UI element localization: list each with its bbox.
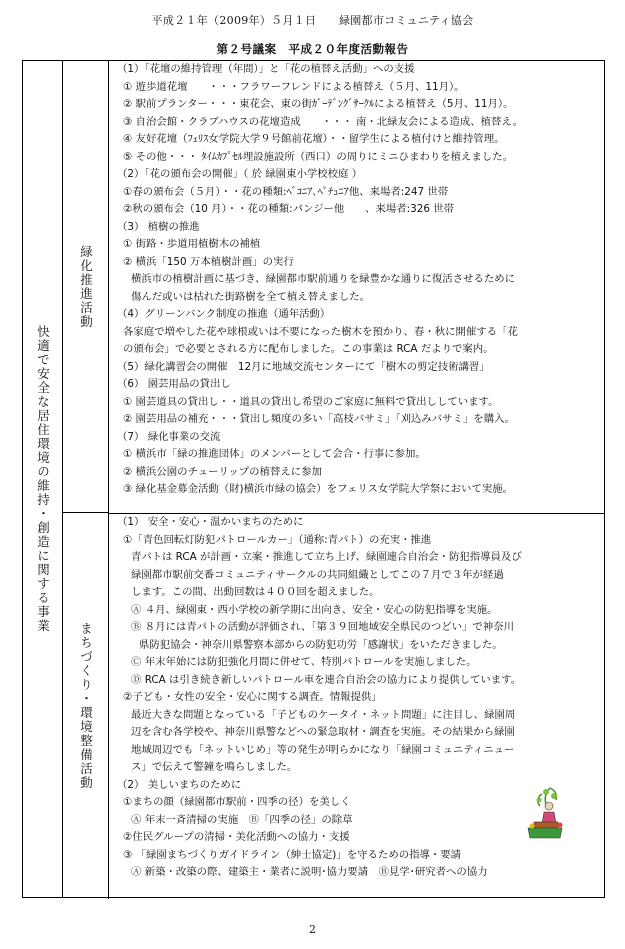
report-line: 横浜市の植樹計画に基づき、緑園都市駅前通りを緑豊かな通りに復活させるために	[131, 273, 516, 285]
report-line: 各家庭で増やした花や球根或いは不要になった樹木を預かり、春・秋に開催する「花	[123, 325, 518, 338]
report-line: ②子ども・女性の安全・安心に関する調査。情報提供」	[123, 691, 382, 703]
report-line: ② 駅前プランター・・・東花会、東の街ｶﾞｰﾃﾞﾝｸﾞｻｰｸﾙによる植替え（5月、11月）。	[123, 98, 514, 110]
report-line: ② 横浜公園のチューリップの植替えに参加	[123, 465, 322, 478]
report-line: Ⓒ 年末年始には防犯強化月間に併せて、特別パトロールを実施しました。	[131, 656, 477, 668]
report-line: ⑤ その他・・・ ﾀｲﾑｶﾌﾟｾﾙ埋設施設所（西口）の周りにミニひまわりを植えました。	[123, 150, 513, 163]
report-content	[109, 61, 604, 897]
report-line: （2）「花の頒布会の開催」（ 於 緑園東小学校校庭 ）	[117, 168, 363, 180]
greening-section	[109, 61, 604, 499]
report-line: 最近大きな問題となっている「子どものケータイ・ネット問題」に注目し、緑園周	[131, 708, 516, 721]
report-line: します。この間、出動回数は４００回を超えました。	[131, 586, 380, 598]
report-line: 地域周辺でも「ネットいじめ」等の発生が明らかになり「緑園コミュニティニュー	[131, 743, 515, 756]
report-line: Ⓐ ４月、緑園東・西小学校の新学期に出向き、安全・安心の防犯指導を実施。	[131, 603, 498, 616]
report-line: （1）「花壇の維持管理（年間）」と「花の植替え活動」への支援	[117, 63, 415, 75]
report-line: ②秋の頒布会（10 月）・・花の種類:パンジー他 、来場者:326 世帯	[123, 203, 455, 215]
report-line: （3） 植樹の推進	[117, 220, 200, 233]
subcategory-heading-greening: 緑化推進活動	[78, 244, 94, 329]
category-column	[23, 61, 63, 897]
report-line: ①春の頒布会（５月）・・花の種類:ﾍﾞｺﾆｱ､ﾍﾟﾁｭﾆｱ他、来場者:247 世帯	[123, 185, 449, 198]
report-line: ① 遊歩道花壇 ・・・フラワーフレンドによる植替え（５月、11月）。	[123, 80, 465, 93]
report-table	[22, 60, 605, 898]
report-line: ① 横浜市「緑の推進団体」のメンバーとして会合・行事に参加。	[123, 448, 426, 460]
page-number: 2	[309, 923, 316, 936]
report-line: ② 園芸用品の補充・・・貸出し頻度の多い「高枝バサミ」「刈込みバサミ」を購入。	[123, 413, 515, 425]
report-line: 緑園都市駅前交番コミュニティサークルの共同組織としてこの７月で３年が経過	[131, 568, 504, 581]
report-line: ③ 自治会館・クラブハウスの花壇造成 ・・・ 南・北緑友会による造成、植替え。	[123, 115, 523, 128]
report-line: （7） 緑化事業の交流	[117, 430, 221, 443]
page-header: 平成２１年（2009年）５月１日 緑園都市コミュニティ協会	[151, 14, 474, 27]
report-line: ① 園芸道具の貸出し・・道具の貸出し希望のご家庭に無料で貸出ししています。	[123, 395, 499, 408]
report-line: （4）グリーンバンク制度の推進（通年活動）	[117, 308, 331, 320]
report-line: 県防犯協会・神奈川県警察本部からの防犯功労「感謝状」をいただきました。	[139, 638, 503, 651]
report-line: ①まちの顔（緑園都市駅前・四季の径）を美しく	[123, 796, 351, 808]
report-line: （6） 園芸用品の貸出し	[117, 378, 231, 390]
report-line: Ⓐ 新築・改築の際、建築主・業者に説明･協力要請 Ⓑ見学･研究者への協力	[131, 866, 488, 878]
subcategory-cell-greening	[63, 61, 109, 513]
report-line: ④ 友好花壇（ﾌｪﾘｽ女学院大学９号館前花壇）・・留学生による植付けと維持管理。	[123, 133, 505, 145]
gardener-illustration	[520, 784, 568, 840]
report-line: ② 横浜「150 万本植樹計画」の実行	[123, 255, 294, 268]
subcategory-heading-town: まちづくり・環境整備活動	[78, 622, 94, 790]
report-line: ① 街路・歩道用植樹木の補植	[123, 238, 261, 250]
report-line: の頒布会」で必要とされる方に配布しました。この事業は RCA だよりで案内。	[123, 343, 494, 355]
page-title: 第２号議案 平成２０年度活動報告	[216, 42, 409, 56]
report-line: ①「青色回転灯防犯パトロールカー」（通称:青パト）の充実・推進	[123, 533, 432, 546]
report-line: ス」で伝えて警鐘を鳴らしました。	[131, 761, 298, 773]
report-line: 傷んだ或いは枯れた街路樹を全て植え替えました。	[131, 290, 370, 303]
report-line: （1） 安全・安心・温かいまちのために	[117, 516, 304, 528]
report-line: （2） 美しいまちのために	[117, 778, 242, 791]
report-line: 辺を含む各学校や、神奈川県警などへの緊急取材・調査を実施。その結果から緑園	[131, 726, 515, 738]
report-line: Ⓓ RCA は引き続き新しいパトロール車を連合自治会の協力により提供しています。	[131, 673, 522, 686]
report-line: ③ 緑化基金募金活動（財)横浜市緑の協会）をフェリス女学院大学祭において実施。	[123, 483, 514, 495]
subcategory-cell-town	[63, 513, 109, 899]
report-line: ③ 「緑園まちづくりガイドライン（紳士協定)」を守るための指導・要請	[123, 848, 462, 861]
report-line: Ⓐ 年末一斉清掃の実施 Ⓑ「四季の径」の除草	[131, 813, 353, 826]
report-line: （5）緑化講習会の開催 12月に地域交流センターにて「樹木の剪定技術講習」	[117, 360, 490, 373]
category-heading: 快適で安全な居住環境の維持・創造に関する事業	[35, 325, 51, 633]
report-line: ②住民グループの清掃・美化活動への協力・支援	[123, 831, 350, 843]
report-line: Ⓑ ８月には青パトの活動が評価され、「第３９回地域安全県民のつどい」で神奈川	[131, 621, 514, 633]
report-line: 青パトは RCA が計画・立案・推進して立ち上げ、緑園連合自治会・防犯指導員及び	[131, 551, 522, 563]
